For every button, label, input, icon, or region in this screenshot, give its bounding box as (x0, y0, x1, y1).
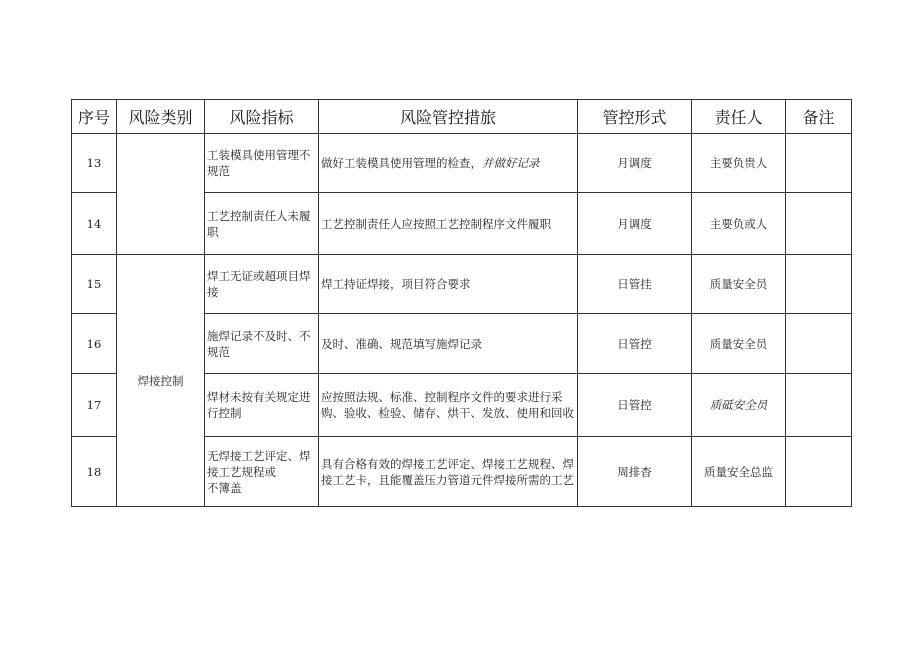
row-index: 16 (72, 314, 117, 374)
header-index: 序号 (72, 100, 117, 134)
header-control-form: 管控形式 (578, 100, 692, 134)
header-risk-category: 风险类别 (117, 100, 205, 134)
control-measure: 具有合格有效的焊接工艺评定、焊接工艺规程、焊接工艺卡，且能覆盖压力管道元件焊接所需的工艺 (319, 437, 578, 507)
control-form: 月调度 (578, 193, 692, 255)
risk-indicator: 焊工无证或超项目焊接 (205, 255, 319, 314)
control-measure: 工艺控制责任人应按照工艺控制程序文件履职 (319, 193, 578, 255)
control-form: 周排杳 (578, 437, 692, 507)
risk-indicator: 工装模具使用管理不规范 (205, 134, 319, 193)
row-index: 14 (72, 193, 117, 255)
control-form: 月调度 (578, 134, 692, 193)
control-measure: 及时、准确、规范填写施焊记录 (319, 314, 578, 374)
control-measure-italic-text: 并做好记录 (482, 156, 540, 170)
risk-category-cell (117, 134, 205, 255)
responsible-person: 质量安全员 (692, 314, 786, 374)
control-form: 日管控 (578, 374, 692, 437)
risk-indicator: 施焊记录不及时、不规范 (205, 314, 319, 374)
remarks (786, 314, 852, 374)
responsible-person: 主要负贵人 (692, 134, 786, 193)
risk-indicator (205, 437, 319, 507)
risk-indicator: 焊材未按有关规定进行控制 (205, 374, 319, 437)
control-measure (319, 134, 578, 193)
control-measure: 应按照法规、标准、控制程序文件的要求进行采购、验收、检验、储存、烘干、发放、使用和回收 (319, 374, 578, 437)
remarks (786, 193, 852, 255)
risk-indicator-text: 不簿盖 (207, 480, 242, 495)
remarks (786, 255, 852, 314)
table-row (72, 255, 852, 314)
row-index: 13 (72, 134, 117, 193)
row-index: 17 (72, 374, 117, 437)
control-form: 日管控 (578, 314, 692, 374)
risk-indicator: 工艺控制责任人未履职 (205, 193, 319, 255)
header-responsible-person: 责任人 (692, 100, 786, 134)
remarks (786, 134, 852, 193)
responsible-person: 主要负或人 (692, 193, 786, 255)
table-row (72, 134, 852, 193)
header-risk-indicator: 风险指标 (205, 100, 319, 134)
row-index: 15 (72, 255, 117, 314)
control-form: 日管挂 (578, 255, 692, 314)
row-index: 18 (72, 437, 117, 507)
risk-indicator-text: 无焊接工艺评定、焊接工艺规程或 (207, 448, 311, 479)
control-measure-text: 做好工装模具使用管理的检查， (321, 156, 482, 170)
header-remarks: 备注 (786, 100, 852, 134)
risk-control-table (71, 99, 852, 507)
table-header-row (72, 100, 852, 134)
responsible-person: 质量安全总监 (692, 437, 786, 507)
risk-category-welding: 焊接控制 (117, 255, 205, 507)
control-measure: 焊工持证焊接，项目符合要求 (319, 255, 578, 314)
header-control-measure: 风险管控措旅 (319, 100, 578, 134)
responsible-person: 质量安全员 (692, 255, 786, 314)
remarks (786, 437, 852, 507)
remarks (786, 374, 852, 437)
responsible-person: 质砥安全员 (692, 374, 786, 437)
